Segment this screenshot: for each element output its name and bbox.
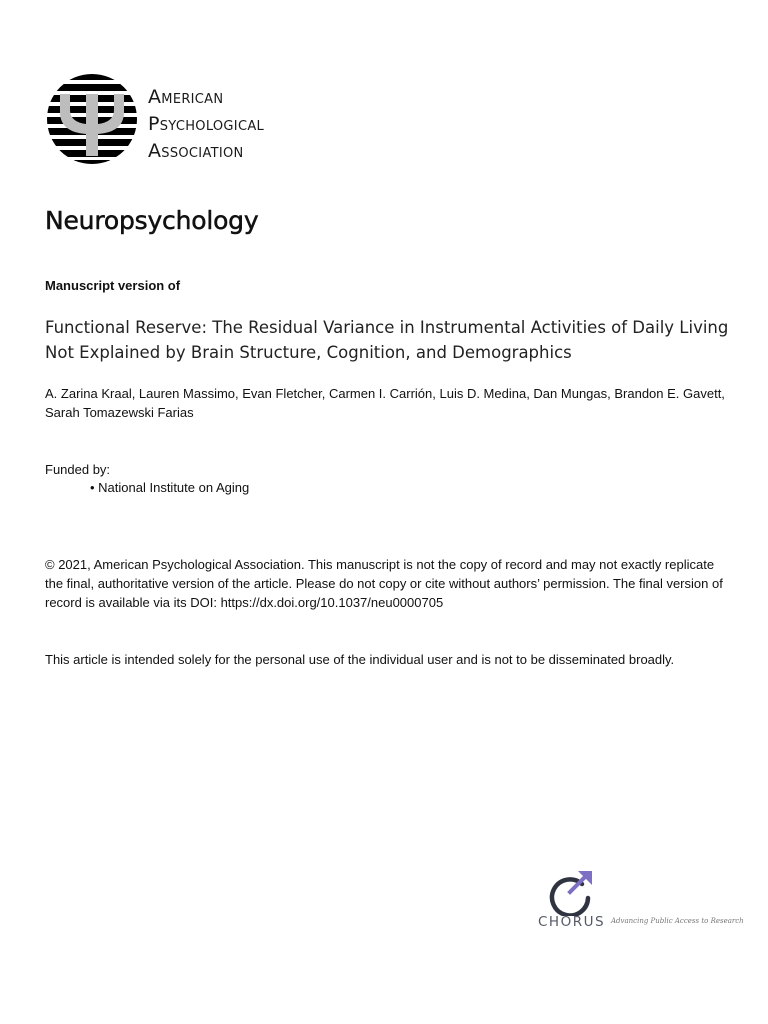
apa-wordmark-line-3: Association [148,140,244,162]
apa-logo [46,72,296,168]
funder-list [90,480,249,495]
usage-notice: This article is intended solely for the personal use of the individual user and is not to be disseminated broadly. [45,652,675,667]
copyright-notice: © 2021, American Psychological Association. This manuscript is not the copy of record and may not exactly replicate the final, authoritative version of the article. Please do not copy or cite without authors’ permission. The final version of record is available via its DOI: https://dx.doi.org/10.1037/neu0000705 [45,557,723,610]
journal-title: Neuropsychology [45,206,259,235]
apa-wordmark [148,84,264,165]
manuscript-version-label: Manuscript version of [45,278,181,293]
article-title: Functional Reserve: The Residual Variance in Instrumental Activities of Daily Living Not Explained by Brain Structure, Cognition, and Demographics [45,318,729,362]
chorus-tagline: Advancing Public Access to Research [611,917,744,925]
apa-wordmark-line-1: American [148,86,224,108]
apa-psi-logo-icon [46,72,138,166]
author-list: A. Zarina Kraal, Lauren Massimo, Evan Fletcher, Carmen I. Carrión, Luis D. Medina, Dan Mungas, Brandon E. Gavett, Sarah Tomazewski Farias [45,386,725,420]
chorus-refresh-arrow-icon [546,868,596,916]
funder-item: • National Institute on Aging [90,480,249,495]
funded-by-label: Funded by: [45,462,111,477]
apa-wordmark-line-2: Psychological [148,113,265,135]
chorus-name: CHORUS [538,914,606,930]
chorus-logo [538,868,744,934]
